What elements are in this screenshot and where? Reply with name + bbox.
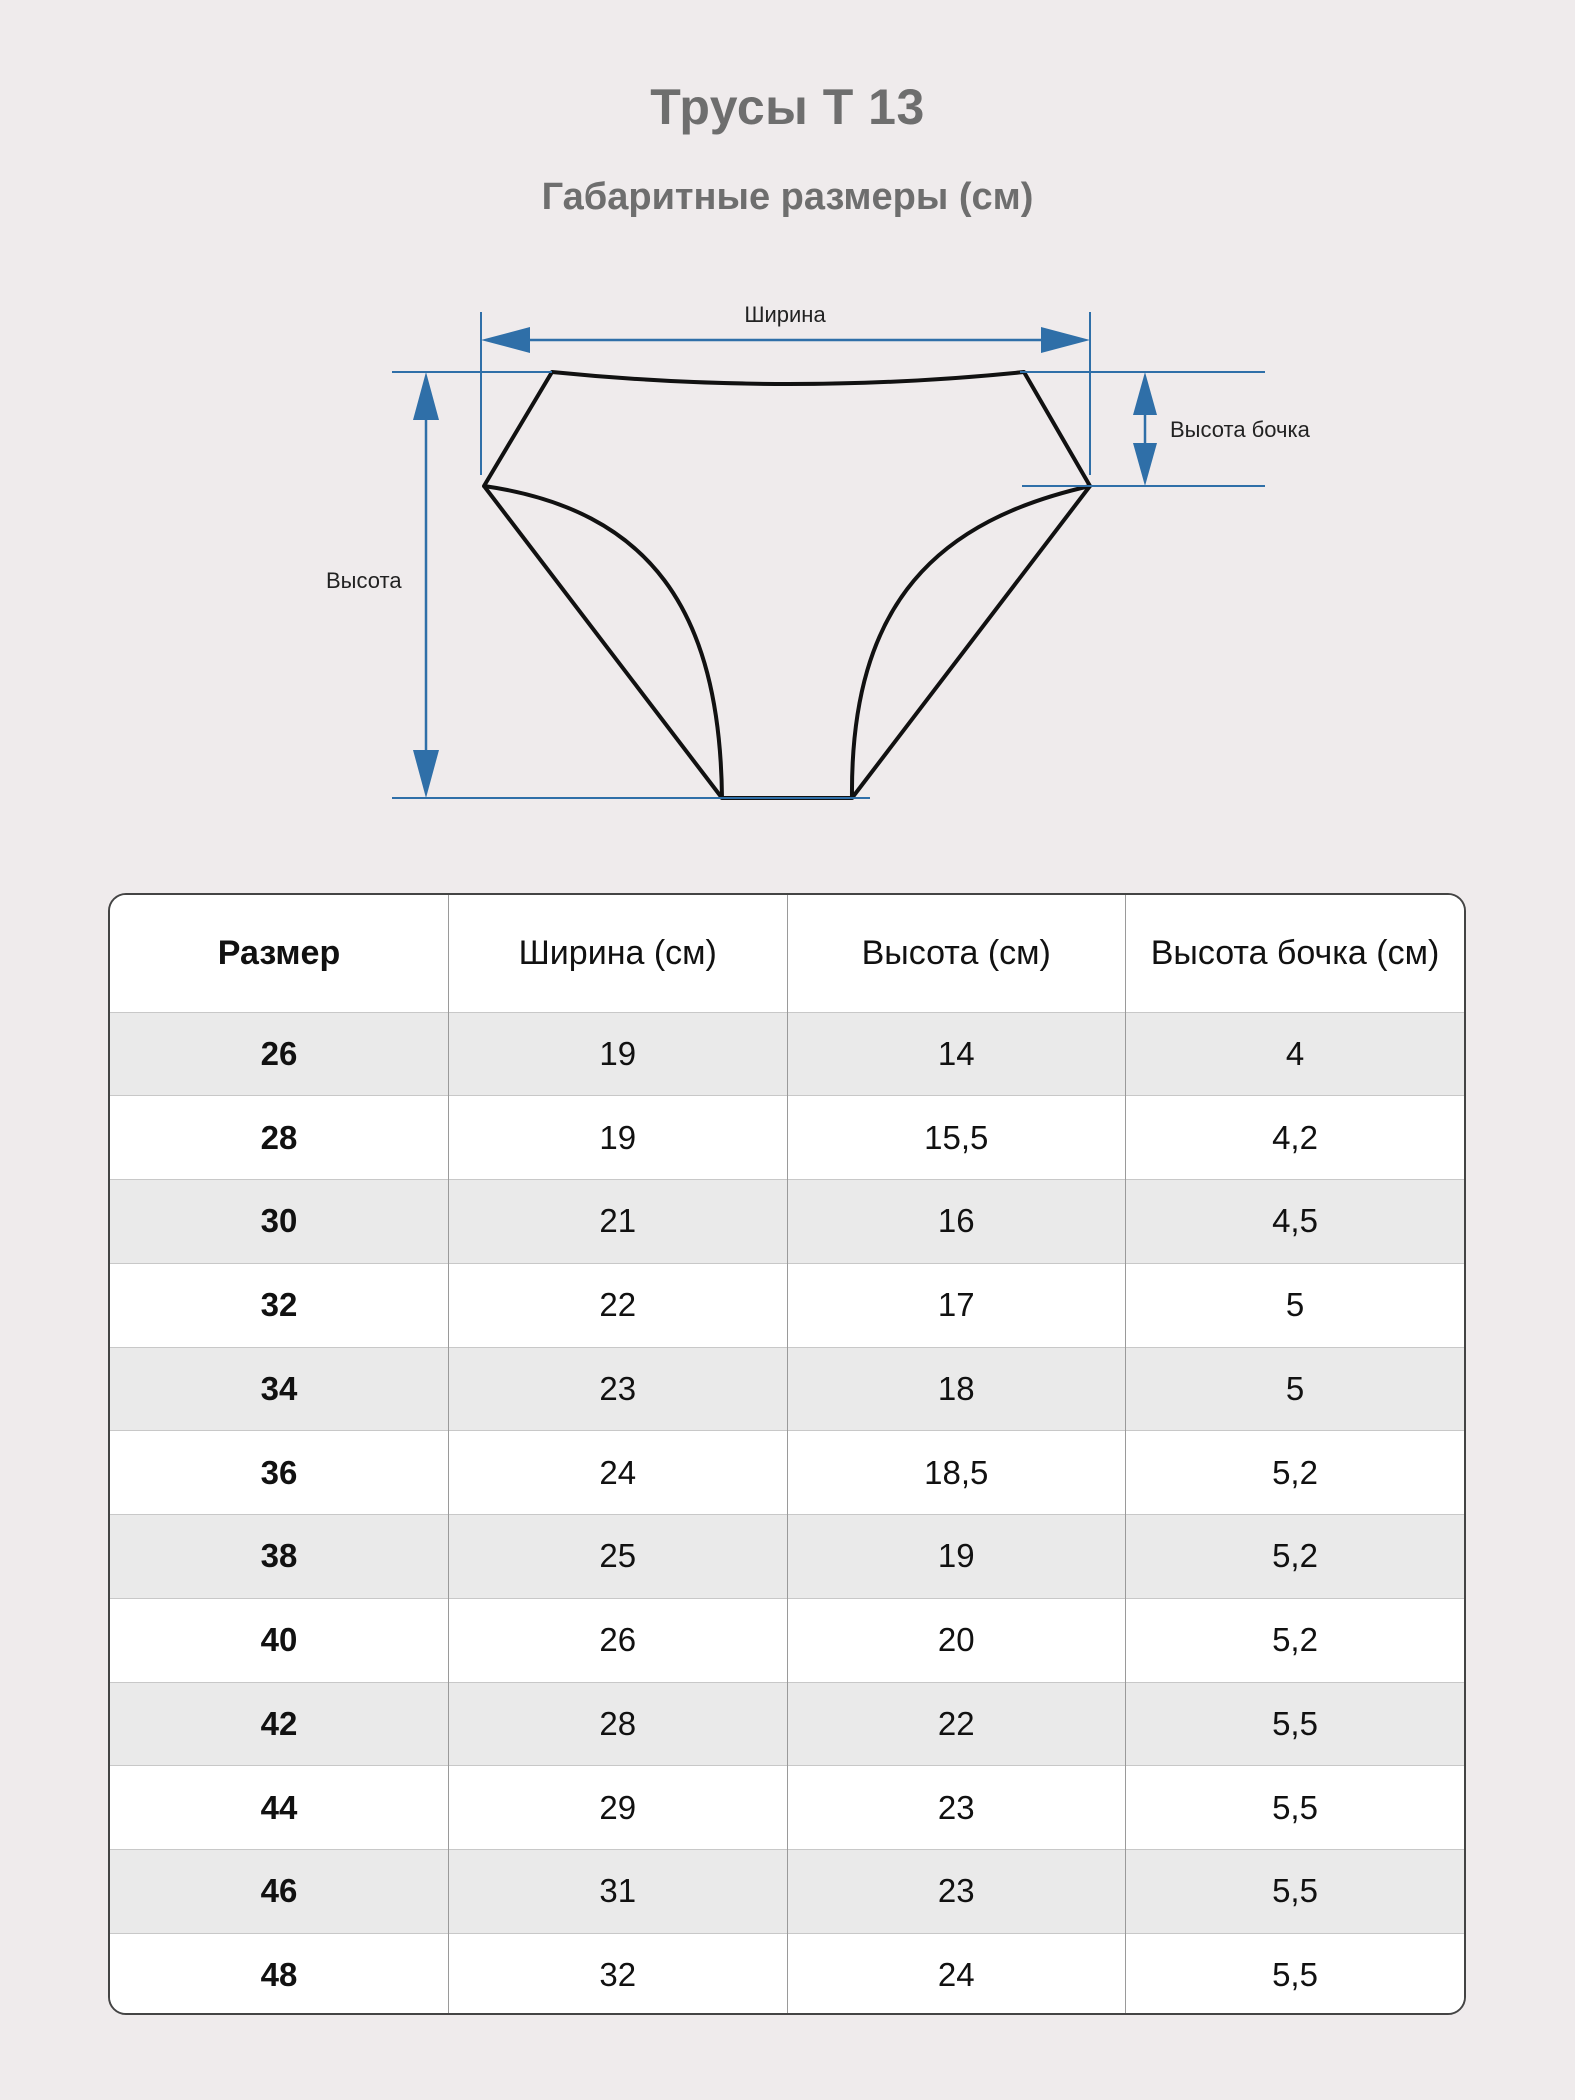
height-dimension	[392, 372, 870, 798]
cell-width: 26	[449, 1598, 788, 1682]
page-title: Трусы Т 13	[650, 79, 925, 135]
cell-side-height: 5,5	[1126, 1933, 1465, 2015]
cell-side-height: 5,2	[1126, 1598, 1465, 1682]
cell-size: 36	[110, 1431, 449, 1515]
cell-size: 40	[110, 1598, 449, 1682]
table-row	[110, 1933, 1464, 2015]
cell-side-height: 5,2	[1126, 1431, 1465, 1515]
cell-height: 23	[787, 1850, 1126, 1934]
page-subtitle: Габаритные размеры (см)	[541, 176, 1034, 218]
cell-width: 25	[449, 1515, 788, 1599]
table-row	[110, 1096, 1464, 1180]
cell-width: 23	[449, 1347, 788, 1431]
cell-side-height: 5	[1126, 1263, 1465, 1347]
cell-height: 16	[787, 1180, 1126, 1264]
header-width: Ширина (см)	[449, 895, 788, 1012]
table-row	[110, 1347, 1464, 1431]
cell-height: 18	[787, 1347, 1126, 1431]
size-table	[108, 893, 1466, 2015]
width-dimension	[481, 312, 1090, 475]
cell-side-height: 5,5	[1126, 1682, 1465, 1766]
table-row	[110, 1598, 1464, 1682]
cell-side-height: 5,5	[1126, 1850, 1465, 1934]
cell-size: 32	[110, 1263, 449, 1347]
cell-height: 18,5	[787, 1431, 1126, 1515]
cell-height: 17	[787, 1263, 1126, 1347]
header-side-height: Высота бочка (см)	[1126, 895, 1465, 1012]
garment-left-edge	[484, 486, 722, 798]
cell-height: 23	[787, 1766, 1126, 1850]
cell-width: 19	[449, 1012, 788, 1096]
table-row	[110, 1682, 1464, 1766]
garment-diagram	[0, 0, 1575, 840]
cell-size: 34	[110, 1347, 449, 1431]
cell-height: 15,5	[787, 1096, 1126, 1180]
cell-side-height: 4	[1126, 1012, 1465, 1096]
cell-height: 19	[787, 1515, 1126, 1599]
cell-side-height: 4,5	[1126, 1180, 1465, 1264]
garment-outline	[484, 372, 1090, 798]
table-row	[110, 1263, 1464, 1347]
cell-height: 24	[787, 1933, 1126, 2015]
table-row	[110, 1012, 1464, 1096]
table-row	[110, 1431, 1464, 1515]
cell-height: 14	[787, 1012, 1126, 1096]
header-height: Высота (см)	[787, 895, 1126, 1012]
cell-size: 30	[110, 1180, 449, 1264]
table-row	[110, 1180, 1464, 1264]
cell-width: 32	[449, 1933, 788, 2015]
cell-size: 38	[110, 1515, 449, 1599]
cell-width: 24	[449, 1431, 788, 1515]
table-header-row	[110, 895, 1464, 1012]
cell-width: 28	[449, 1682, 788, 1766]
cell-width: 22	[449, 1263, 788, 1347]
cell-width: 29	[449, 1766, 788, 1850]
width-label: Ширина	[744, 302, 826, 327]
height-label: Высота	[326, 568, 402, 593]
cell-height: 20	[787, 1598, 1126, 1682]
table-row	[110, 1515, 1464, 1599]
cell-width: 31	[449, 1850, 788, 1934]
side-height-label: Высота бочка	[1170, 417, 1310, 442]
cell-size: 26	[110, 1012, 449, 1096]
cell-side-height: 5,5	[1126, 1766, 1465, 1850]
table-row	[110, 1850, 1464, 1934]
cell-width: 21	[449, 1180, 788, 1264]
cell-height: 22	[787, 1682, 1126, 1766]
cell-size: 28	[110, 1096, 449, 1180]
cell-width: 19	[449, 1096, 788, 1180]
cell-size: 46	[110, 1850, 449, 1934]
header-size: Размер	[110, 895, 449, 1012]
cell-size: 44	[110, 1766, 449, 1850]
cell-side-height: 5	[1126, 1347, 1465, 1431]
cell-size: 42	[110, 1682, 449, 1766]
table-row	[110, 1766, 1464, 1850]
cell-size: 48	[110, 1933, 449, 2015]
cell-side-height: 4,2	[1126, 1096, 1465, 1180]
cell-side-height: 5,2	[1126, 1515, 1465, 1599]
